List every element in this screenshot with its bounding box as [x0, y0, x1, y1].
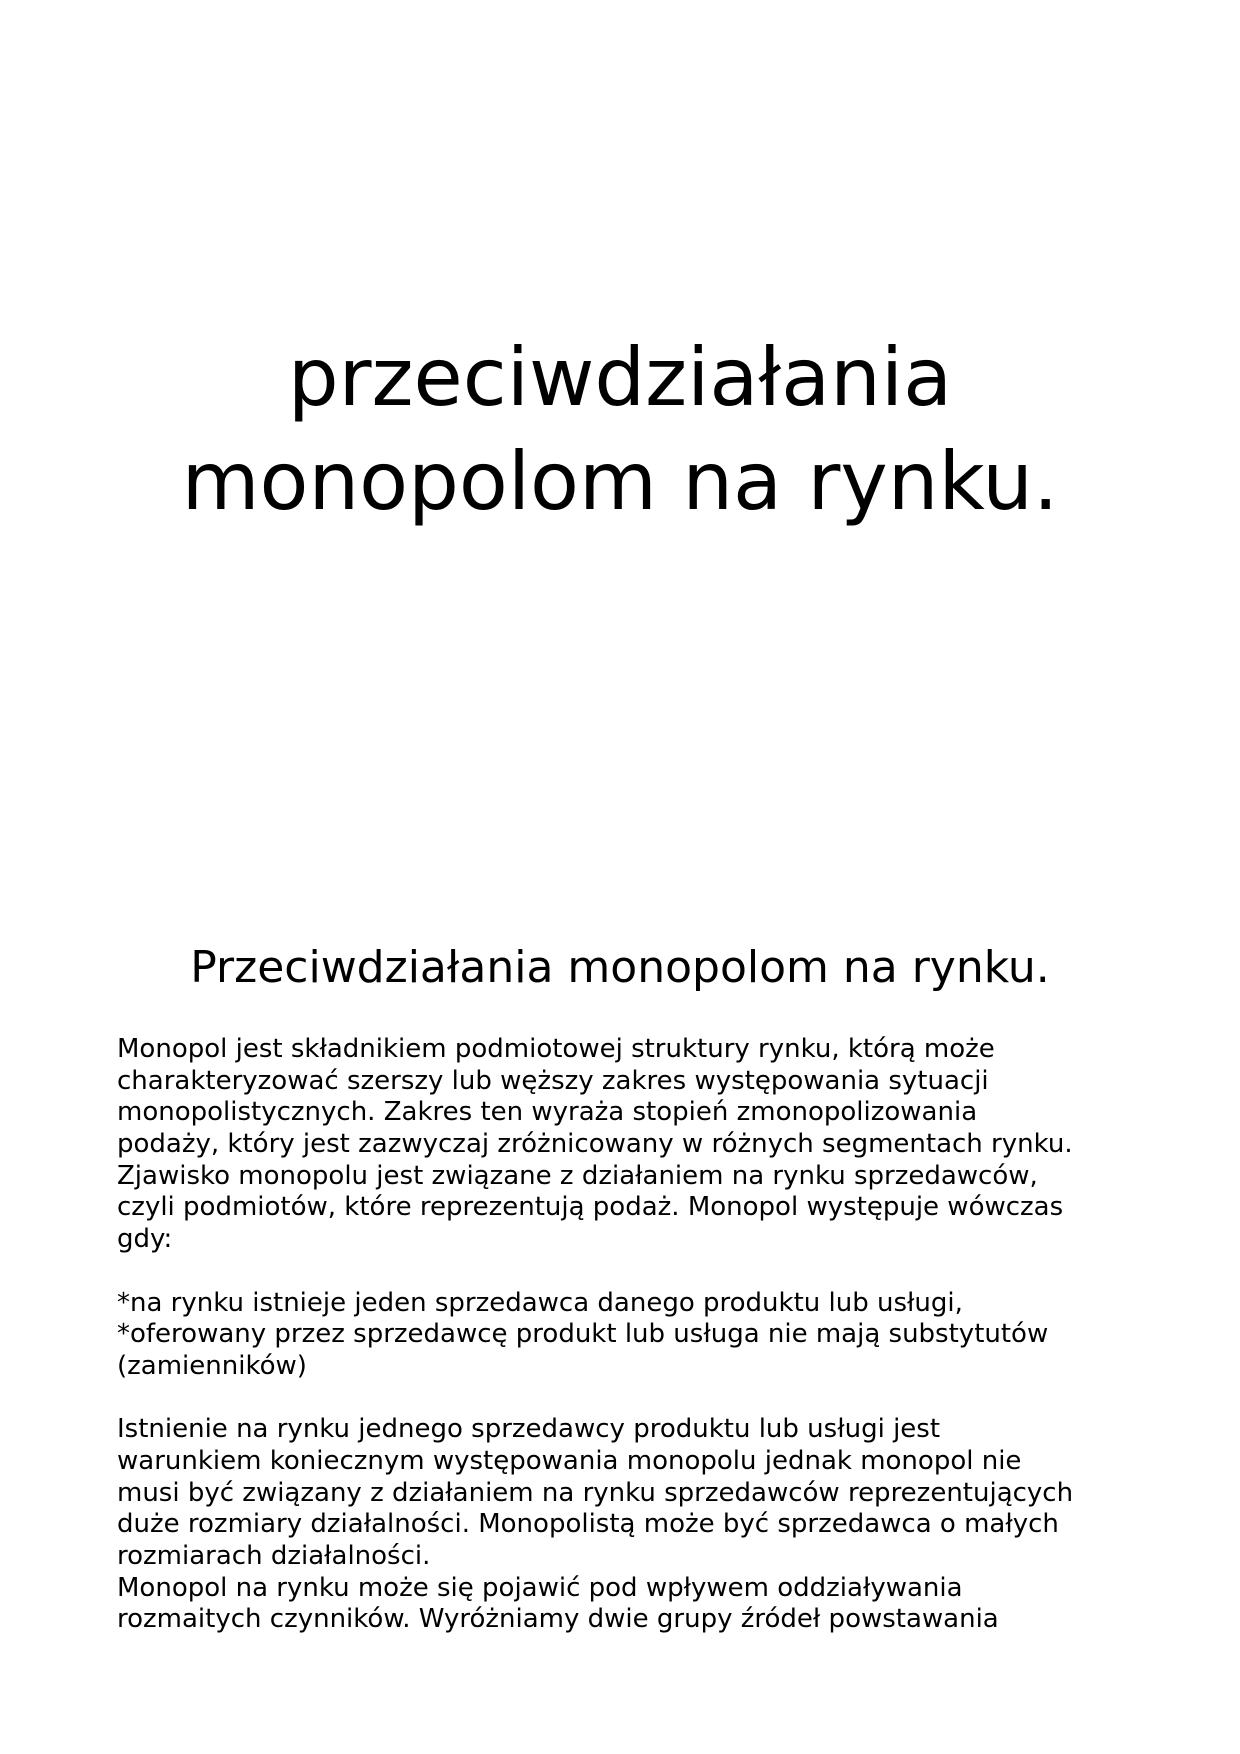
text-line: gdy: — [117, 1224, 173, 1255]
text-line: *oferowany przez sprzedawcę produkt lub usługa nie mają substytutów — [117, 1319, 1049, 1350]
text-line: (zamienników) — [117, 1350, 307, 1381]
page-title — [0, 326, 1240, 534]
text-line: Istnienie na rynku jednego sprzedawcy produktu lub usługi jest — [117, 1414, 941, 1445]
text-line: charakteryzować szerszy lub węższy zakres występowania sytuacji — [117, 1065, 989, 1096]
text-line: podaży, który jest zazwyczaj zróżnicowany w różnych segmentach rynku. — [117, 1129, 1073, 1160]
paragraph-spacer — [117, 1256, 1157, 1288]
text-line: warunkiem koniecznym występowania monopolu jednak monopol nie — [117, 1445, 1022, 1476]
section-heading: Przeciwdziałania monopolom na rynku. — [190, 942, 1050, 993]
paragraph-sources — [117, 1414, 1157, 1636]
text-line: monopolistycznych. Zakres ten wyraża stopień zmonopolizowania — [117, 1097, 978, 1128]
text-line: Monopol na rynku może się pojawić pod wpływem oddziaływania — [117, 1572, 963, 1603]
text-line: duże rozmiary działalności. Monopolistą może być sprzedawca o małych — [117, 1509, 1059, 1540]
text-line: czyli podmiotów, które reprezentują podaż. Monopol występuje wówczas — [117, 1192, 1064, 1223]
text-line: Zjawisko monopolu jest związane z działaniem na rynku sprzedawców, — [117, 1160, 1038, 1191]
paragraph-conditions — [117, 1288, 1157, 1383]
document-body — [117, 1034, 1157, 1636]
title-line: przeciwdziałania — [287, 331, 953, 424]
paragraph-definition — [117, 1034, 1157, 1256]
text-line: musi być związany z działaniem na rynku sprzedawców reprezentujących — [117, 1477, 1074, 1508]
text-line: rozmiarach działalności. — [117, 1541, 431, 1571]
text-line: *na rynku istnieje jeden sprzedawca danego produktu lub usługi, — [117, 1287, 963, 1318]
title-line: monopolom na rynku. — [181, 435, 1059, 528]
text-line: Monopol jest składnikiem podmiotowej struktury rynku, którą może — [117, 1034, 995, 1064]
paragraph-spacer — [117, 1383, 1157, 1415]
text-line: rozmaitych czynników. Wyróżniamy dwie grupy źródeł powstawania — [117, 1604, 999, 1635]
